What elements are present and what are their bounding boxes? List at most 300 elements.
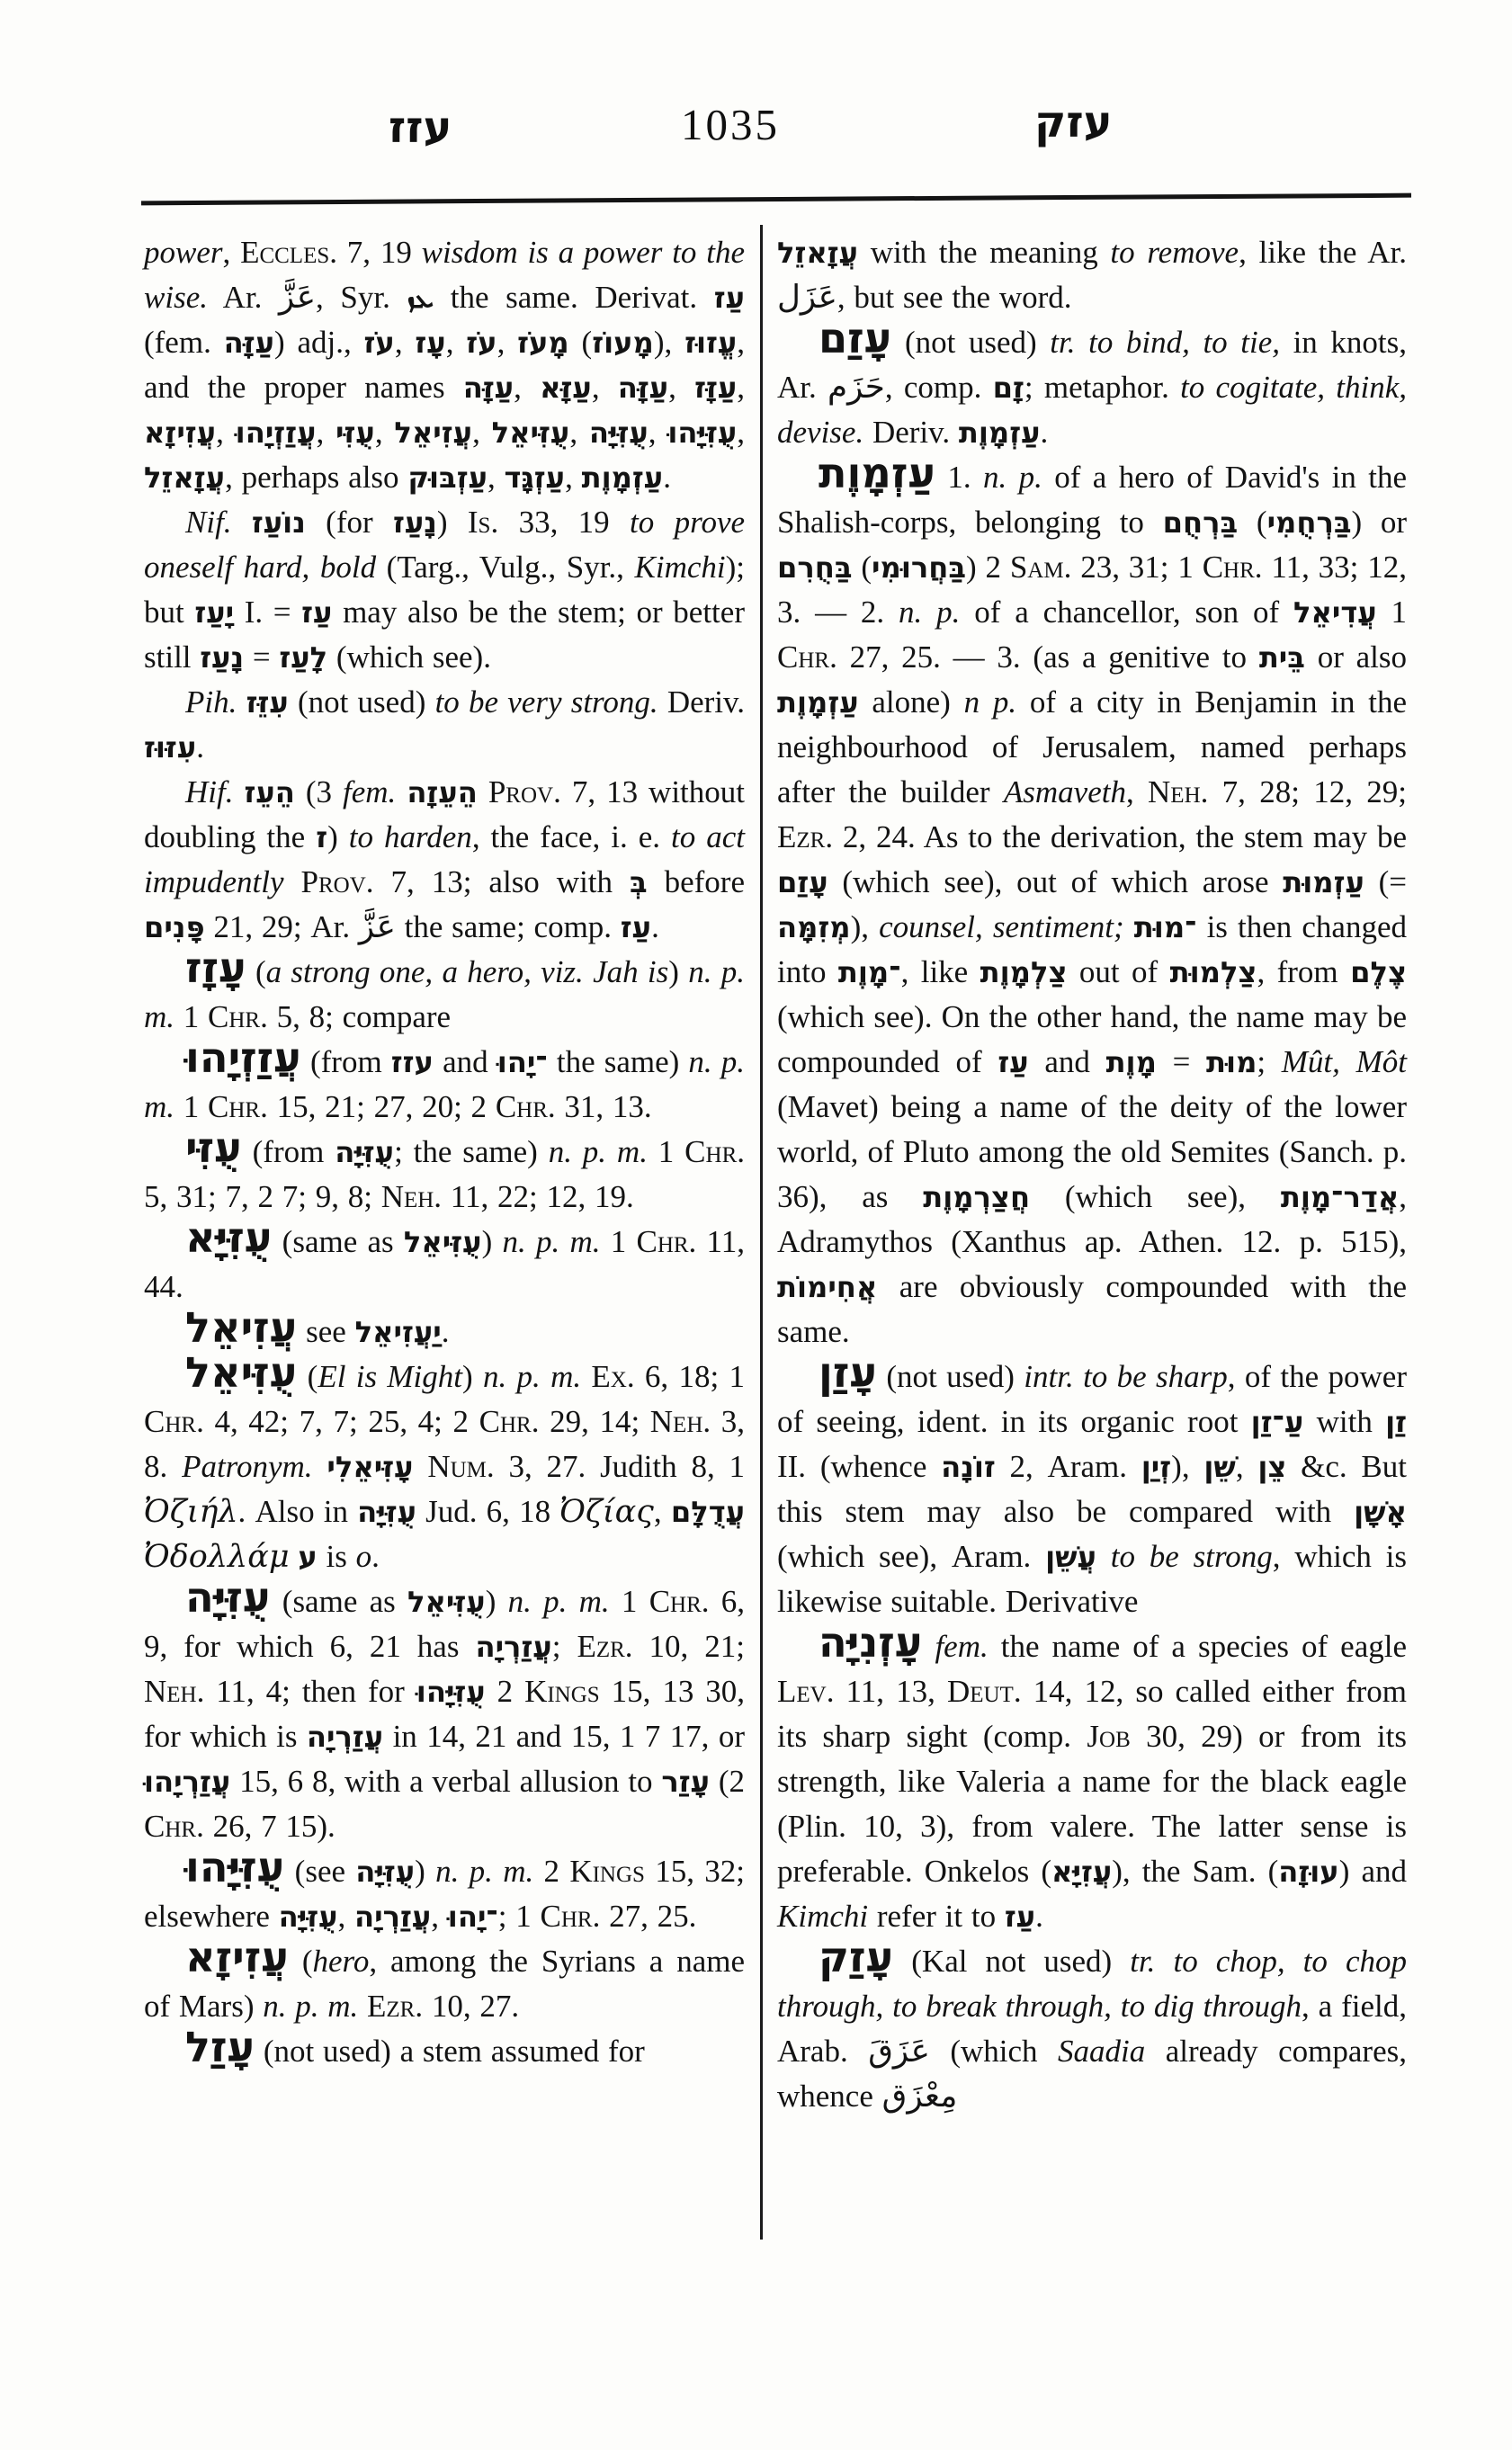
text-run: 2, 24. As to the derivation, the stem may be: [833, 819, 1407, 854]
text-run: , Adramythos (Xanthus ap. Athen. 12. p. 515),: [777, 1179, 1407, 1259]
hebrew-term: מָעוֹז: [592, 326, 654, 360]
smallcaps-reference: Chr.: [1202, 550, 1263, 585]
hebrew-term: עֲזִיאֵל: [394, 416, 473, 450]
text-run: (2: [710, 1764, 745, 1799]
entry-uzzijah: [144, 1573, 746, 1849]
arabic-term: عَزَل: [777, 279, 837, 316]
text-run: 1.: [935, 460, 984, 495]
text-run: (: [1238, 505, 1267, 540]
text-run: =: [244, 639, 280, 675]
italic-text-run: Saadia: [1058, 2034, 1146, 2069]
hebrew-term: ז: [316, 820, 328, 854]
entry-azal: [144, 2023, 745, 2074]
hebrew-term: זָם: [992, 371, 1024, 405]
hebrew-term: בֵּית: [1258, 640, 1305, 675]
smallcaps-reference: Eccles.: [240, 235, 337, 270]
text-run: (from: [241, 1134, 336, 1169]
text-run: 1: [647, 1134, 685, 1169]
text-run: (3: [294, 774, 344, 809]
hebrew-headword: עֻזִּי: [185, 1123, 242, 1172]
hebrew-term: עֻזִּי: [336, 416, 375, 450]
smallcaps-reference: Neh.: [649, 1404, 711, 1439]
text-run: ): [436, 505, 468, 540]
arabic-term: حَزَم: [827, 369, 885, 406]
hebrew-term: ע: [298, 1540, 318, 1574]
text-run: out of: [1067, 954, 1170, 989]
hebrew-term: עֹז: [363, 326, 395, 360]
hebrew-term: עַזְמָוֶת: [958, 416, 1041, 450]
text-run: refer it to: [868, 1899, 1005, 1934]
left-column: [144, 230, 745, 2074]
text-run: , of the power of seeing, ident. in its organic root: [777, 1359, 1407, 1439]
hebrew-term: נָעַז: [393, 505, 437, 540]
hebrew-term: בַּחֻרִם: [777, 550, 853, 585]
text-run: (which see), Aram.: [777, 1539, 1046, 1574]
text-run: 2, Aram.: [995, 1449, 1141, 1484]
text-run: see: [297, 1314, 355, 1349]
smallcaps-reference: Sam.: [1009, 550, 1072, 585]
smallcaps-reference: Is.: [467, 505, 499, 540]
hebrew-term: עֻזִּיָּה: [357, 1495, 416, 1529]
text-run: 7, 13 without doubling the: [144, 774, 746, 854]
text-run: the name of a species of eagle: [988, 1629, 1408, 1664]
italic-text-run: tr. to chop, to chop through, to break through, to dig through: [777, 1944, 1407, 2024]
greek-term: Ὀζίας: [559, 1494, 654, 1530]
smallcaps-reference: Chr.: [479, 1404, 540, 1439]
hebrew-headword: עָזַן: [819, 1348, 878, 1397]
italic-text-run: Patronym.: [182, 1449, 313, 1484]
hebrew-headword: עֻזִּיָּא: [185, 1213, 273, 1262]
entry-uzzijahu: [144, 1843, 745, 1939]
hebrew-term: עֻזִּיָּה: [588, 416, 649, 450]
text-run: Ar.: [207, 280, 280, 315]
italic-text-run: to remove: [1110, 235, 1239, 270]
text-run: ), the Sam. (: [1112, 1854, 1279, 1889]
text-run: ,: [497, 325, 518, 360]
text-run: .: [441, 1314, 450, 1349]
text-run: (same as: [270, 1584, 408, 1619]
text-run: 27, 25.: [600, 1899, 697, 1934]
text-run: 4, 42; 7, 7; 25, 4; 2: [203, 1404, 479, 1439]
right-column: [777, 230, 1407, 2119]
text-run: (for: [305, 505, 394, 540]
smallcaps-reference: Prov.: [300, 864, 374, 899]
smallcaps-reference: Chr.: [777, 639, 837, 675]
text-run: (not used): [891, 325, 1051, 360]
text-run: ),: [1171, 1449, 1204, 1484]
text-run: ;: [1257, 1044, 1282, 1079]
hebrew-term: עָזַם: [777, 865, 828, 899]
text-run: ,: [1235, 1449, 1258, 1484]
hebrew-term: ־מָוֶת: [837, 955, 901, 989]
hebrew-term: צֵן: [1257, 1450, 1287, 1484]
smallcaps-reference: Neh.: [1148, 774, 1209, 809]
smallcaps-reference: Ex.: [591, 1359, 635, 1394]
column-divider-rule: [760, 225, 763, 2240]
hebrew-term: בְּ: [630, 865, 648, 899]
text-run: ): [481, 1224, 503, 1259]
text-run: (fem.: [144, 325, 224, 360]
text-run: ): [327, 819, 349, 854]
smallcaps-reference: Kings: [524, 1674, 600, 1709]
text-run: ,: [374, 415, 395, 450]
italic-text-run: Hif.: [185, 774, 245, 809]
text-run: ,: [337, 1899, 355, 1934]
smallcaps-reference: Deut.: [946, 1674, 1022, 1709]
text-run: , perhaps also: [225, 460, 408, 495]
hebrew-term: אָשָׁן: [1354, 1495, 1407, 1529]
text-run: (which see),: [1030, 1179, 1281, 1214]
text-run: ; the same): [394, 1134, 549, 1169]
text-run: ,: [1125, 774, 1149, 809]
italic-text-run: to harden: [348, 819, 472, 854]
text-run: 27, 25. — 3. (as a genitive to: [837, 639, 1259, 675]
smallcaps-reference: Chr.: [684, 1134, 745, 1169]
hebrew-term: מוּת: [1206, 1045, 1257, 1079]
hebrew-headword: עֲזִיזָא: [185, 1933, 289, 1981]
text-run: , comp.: [884, 370, 993, 405]
hebrew-term: זַן: [1385, 1405, 1407, 1439]
text-run: ): [415, 1854, 436, 1889]
text-run: ): [485, 1584, 508, 1619]
italic-text-run: n. p. m.: [144, 954, 746, 1034]
entry-uzzija: [144, 1213, 746, 1310]
hebrew-term: בַּחֲרוּמִי: [872, 550, 966, 585]
entry-azmaveth: [777, 449, 1408, 1355]
hebrew-term: עֲזַרְיָה: [306, 1720, 384, 1754]
entry-azazjahu: [144, 1033, 745, 1130]
paragraph-hiphil: [144, 770, 745, 950]
italic-text-run: Mût, Môt: [1281, 1044, 1407, 1079]
text-run: II. (whence: [777, 1449, 942, 1484]
text-run: [1124, 909, 1134, 944]
text-run: &c. But this stem may also be compared with: [777, 1449, 1407, 1529]
text-run: 23, 31; 1: [1071, 550, 1203, 585]
hebrew-term: עֲזַרְיָה: [475, 1630, 552, 1664]
text-run: 30, 29) or from its strength, like Valeria a name for the black eagle (Plin. 10, 3), from valere. The latter sense is preferable. Onkelos (: [777, 1719, 1407, 1889]
text-run: 29, 14;: [539, 1404, 650, 1439]
text-run: or also: [1304, 639, 1407, 675]
hebrew-headword: עָזַק: [819, 1933, 894, 1981]
text-run: ; metaphor.: [1024, 370, 1181, 405]
text-run: 5, 31; 7, 2 7; 9, 8;: [144, 1179, 381, 1214]
smallcaps-reference: Chr.: [144, 1809, 204, 1844]
hebrew-headword: עָזְנִיָּה: [819, 1618, 923, 1667]
hebrew-term: בַּרְחֻמִי: [1266, 505, 1352, 540]
text-run: (: [246, 954, 266, 989]
hebrew-term: עֲזַזְיָהוּ: [235, 416, 317, 450]
text-run: and: [434, 1044, 497, 1079]
text-run: ,: [487, 460, 505, 495]
text-run: (: [288, 1944, 313, 1979]
text-run: [284, 864, 301, 899]
entry-azal-continuation: [777, 230, 1407, 320]
text-run: , Syr.: [316, 280, 407, 315]
text-run: [1096, 1539, 1111, 1574]
text-run: (Kal not used): [893, 1944, 1131, 1979]
text-run: [396, 774, 407, 809]
hebrew-headword: עֲזִיאֵל: [185, 1303, 298, 1352]
hebrew-term: עַז: [301, 595, 333, 630]
text-run: and: [1028, 1044, 1106, 1079]
text-run: of a chancellor, son of: [960, 595, 1293, 630]
text-run: (which: [929, 2034, 1058, 2069]
text-run: , and the proper names: [144, 325, 746, 405]
text-run: ,: [653, 1494, 671, 1529]
hebrew-term: עַזְגָּד: [504, 460, 566, 495]
hebrew-term: נָעַז: [200, 640, 245, 675]
text-run: [290, 1539, 299, 1574]
text-run: (Targ., Vulg., Syr.,: [376, 550, 635, 585]
text-run: ),: [850, 909, 880, 944]
text-run: with the meaning: [858, 235, 1111, 270]
text-run: in knots, Ar.: [777, 325, 1407, 405]
text-run: may also be the stem; or better still: [144, 595, 745, 675]
smallcaps-reference: Lev.: [777, 1674, 835, 1709]
hebrew-term: עִזֵּז: [246, 685, 289, 720]
hebrew-term: עֲזַרְיָה: [354, 1900, 432, 1934]
entry-azaz-continuation: [144, 230, 745, 500]
hebrew-term: צַלְמוּת: [1169, 955, 1257, 989]
text-run: .: [1035, 1899, 1043, 1934]
text-run: ) adj.,: [274, 325, 364, 360]
hebrew-term: נוֹעַז: [251, 505, 306, 540]
hebrew-term: זוֹנָה: [941, 1450, 996, 1484]
text-run: (: [568, 325, 593, 360]
hebrew-term: עָז: [415, 326, 446, 360]
hebrew-term: עֲזַרְיָהוּ: [144, 1765, 231, 1799]
text-run: 1: [609, 1584, 649, 1619]
smallcaps-reference: Job: [1087, 1719, 1131, 1754]
text-run: ); but: [144, 550, 745, 630]
text-run: of a city in Benjamin in the neighbourhood of Jerusalem, named perhaps after the builder: [777, 684, 1408, 809]
text-run: ,: [569, 415, 589, 450]
text-run: (which see). On the other hand, the name may be compounded of: [777, 999, 1407, 1079]
running-head-left-hebrew: עזז: [389, 103, 452, 153]
text-run: 7, 19: [337, 235, 422, 270]
italic-text-run: n. p. m.: [502, 1224, 601, 1259]
italic-text-run: n. p.: [899, 595, 961, 630]
italic-text-run: n p.: [963, 684, 1017, 720]
text-run: 15, 6 8, with a verbal allusion to: [230, 1764, 662, 1799]
hebrew-term: הֵעֵז: [244, 775, 295, 809]
hebrew-term: עַזָּה: [223, 326, 275, 360]
text-run: already compares, whence: [777, 2034, 1407, 2114]
hebrew-term: עַזָּז: [694, 371, 738, 405]
hebrew-headword: עֻזִּיָּהוּ: [185, 1843, 285, 1891]
italic-text-run: tr. to bind, to tie,: [1050, 325, 1280, 360]
italic-text-run: El is Might: [318, 1359, 462, 1394]
text-run: , a field, Arab.: [777, 1989, 1407, 2069]
hebrew-term: שֵׁן: [1203, 1450, 1236, 1484]
hebrew-term: זְיַן: [1141, 1450, 1172, 1484]
entry-uzziel: [144, 1348, 746, 1579]
text-run: ,: [431, 1899, 448, 1934]
text-run: 11, 44.: [144, 1224, 746, 1304]
italic-text-run: power: [144, 235, 223, 270]
hebrew-term: עַזְמָוֶת: [581, 460, 664, 495]
hebrew-term: עזז: [390, 1045, 434, 1079]
text-run: (: [297, 1359, 318, 1394]
text-run: 2: [485, 1674, 525, 1709]
text-run: 3, 8.: [144, 1404, 745, 1484]
smallcaps-reference: Chr.: [208, 999, 268, 1034]
hebrew-term: עַזְמָוֶת: [777, 685, 859, 720]
text-run: ,: [565, 460, 582, 495]
hebrew-term: מְזִמָּה: [777, 910, 851, 944]
text-run: ,: [648, 415, 668, 450]
header-rule: [141, 193, 1411, 206]
text-run: (same as: [272, 1224, 404, 1259]
arabic-term: عَزَّ: [279, 279, 317, 316]
smallcaps-reference: Chr.: [636, 1224, 697, 1259]
text-run: ,: [668, 370, 695, 405]
hebrew-term: פָּנִים: [144, 910, 205, 944]
hebrew-term: עֱזוּז: [684, 326, 738, 360]
text-run: 31, 13.: [555, 1089, 652, 1124]
text-run: (: [852, 550, 872, 585]
hebrew-term: עֻזִּיאֵל: [491, 416, 570, 450]
text-run: ) and: [1338, 1854, 1407, 1889]
hebrew-term: עוּזָה: [1278, 1855, 1339, 1889]
text-run: ),: [653, 325, 685, 360]
italic-text-run: counsel, sentiment;: [879, 909, 1124, 944]
smallcaps-reference: Kings: [569, 1854, 645, 1889]
hebrew-term: עֲדֻלָּם: [670, 1495, 746, 1529]
text-run: , among the Syrians a name of Mars): [144, 1944, 745, 2024]
text-run: in 14, 21 and 15, 1 7 17, or: [383, 1719, 745, 1754]
hebrew-headword: עֻזִּיָּה: [185, 1573, 271, 1622]
text-run: 10, 21;: [632, 1629, 745, 1664]
hebrew-term: עֻזִּיָּה: [278, 1900, 338, 1934]
text-run: ,: [445, 325, 467, 360]
text-run: 11, 33; 12, 3. — 2.: [777, 550, 1407, 630]
text-run: [922, 1629, 935, 1664]
entry-azaz-name: [144, 943, 746, 1040]
hebrew-term: עֲדִיאֵל: [1293, 595, 1377, 630]
hebrew-term: עַז: [998, 1045, 1029, 1079]
smallcaps-reference: Chr.: [540, 1899, 601, 1934]
hebrew-term: יַעֲזִיאֵל: [354, 1315, 442, 1349]
text-run: 1: [174, 1089, 209, 1124]
italic-text-run: n. p. m.: [507, 1584, 610, 1619]
hebrew-term: עִזּוּז: [144, 730, 197, 765]
text-run: 15, 32; elsewhere: [144, 1854, 745, 1934]
text-run: 1: [1376, 595, 1408, 630]
hebrew-term: יָעַז: [194, 595, 235, 630]
hebrew-term: עַז: [620, 910, 652, 944]
text-run: 11, 22; 12, 19.: [442, 1179, 634, 1214]
text-run: (see: [284, 1854, 356, 1889]
italic-text-run: hero: [312, 1944, 370, 1979]
entry-azam: [777, 314, 1407, 455]
text-run: =: [1156, 1044, 1207, 1079]
text-run: ,: [591, 370, 618, 405]
smallcaps-reference: Num.: [427, 1449, 495, 1484]
italic-text-run: Nif.: [185, 505, 252, 540]
hebrew-term: צֶלֶם: [1350, 955, 1407, 989]
hebrew-term: עֲזָאזֵל: [144, 460, 226, 495]
text-run: (not used): [288, 684, 435, 720]
text-run: , from: [1257, 954, 1351, 989]
text-run: . Also in: [237, 1494, 358, 1529]
hebrew-term: עֻזִּיָּהוּ: [667, 416, 738, 450]
smallcaps-reference: Chr.: [495, 1089, 556, 1124]
text-run: ,: [472, 415, 492, 450]
smallcaps-reference: Chr.: [208, 1089, 268, 1124]
hebrew-term: עַז: [713, 281, 745, 315]
text-run: .: [196, 729, 204, 765]
hebrew-term: ־יָהוּ: [447, 1900, 498, 1934]
italic-text-run: fem.: [343, 774, 397, 809]
smallcaps-reference: Chr.: [649, 1584, 710, 1619]
hebrew-term: אֲחִימוֹת: [777, 1270, 878, 1304]
text-run: ;: [551, 1629, 577, 1664]
text-run: ): [462, 1359, 483, 1394]
italic-text-run: Asmaveth: [1003, 774, 1126, 809]
text-run: 11, 13,: [834, 1674, 947, 1709]
text-run: , the face, i. e.: [471, 819, 672, 854]
text-run: ) or: [1351, 505, 1407, 540]
text-run: ; 1: [497, 1899, 541, 1934]
entry-ozniyyah: [777, 1618, 1408, 1939]
text-run: ,: [316, 415, 336, 450]
text-run: 7, 13; also with: [373, 864, 630, 899]
entry-aziza: [144, 1933, 745, 2029]
text-run: 1: [600, 1224, 637, 1259]
arabic-term: مِعْزَق: [881, 2078, 958, 2115]
text-run: .: [1040, 415, 1049, 450]
hebrew-term: בַּרְחֻם: [1162, 505, 1239, 540]
text-run: 15, 13 30, for which is: [144, 1674, 746, 1754]
text-run: ,: [216, 415, 236, 450]
smallcaps-reference: Ezr.: [367, 1989, 424, 2024]
text-run: ,: [737, 370, 746, 405]
hebrew-term: עֹז: [466, 326, 497, 360]
hebrew-term: עַזָּה: [462, 371, 514, 405]
text-run: [414, 1449, 428, 1484]
hebrew-term: עֻזִּיָּהוּ: [416, 1675, 486, 1709]
text-run: 15, 21; 27, 20; 2: [267, 1089, 496, 1124]
smallcaps-reference: Ezr.: [777, 819, 834, 854]
text-run: , which is likewise suitable. Derivative: [777, 1539, 1407, 1619]
text-run: 11, 4; then for: [204, 1674, 416, 1709]
greek-term: Ὀδολλάμ: [144, 1539, 290, 1575]
arabic-term: عَزَّ: [358, 908, 396, 945]
text-run: , like: [900, 954, 980, 989]
italic-text-run: Kimchi: [777, 1899, 869, 1934]
hebrew-headword: עַזְמָוֶת: [819, 449, 936, 497]
text-run: , but see the word.: [837, 280, 1072, 315]
hebrew-headword: עָזָז: [185, 943, 246, 992]
running-head-right-hebrew: עזק: [1034, 97, 1113, 148]
text-run: Deriv.: [658, 684, 746, 720]
smallcaps-reference: Neh.: [144, 1674, 205, 1709]
page-number: 1035: [681, 100, 780, 149]
italic-text-run: Kimchi: [634, 550, 726, 585]
hebrew-term: עֻזִּיאֵל: [403, 1225, 482, 1259]
hebrew-term: עַזְבּוּק: [407, 460, 488, 495]
text-run: 6, 18; 1: [634, 1359, 746, 1394]
hebrew-term: עָזִּיאֵלִי: [327, 1450, 414, 1484]
greek-term: Ὀζιήλ: [144, 1494, 238, 1530]
text-run: I. =: [234, 595, 302, 630]
italic-text-run: fem.: [935, 1629, 989, 1664]
hebrew-term: לָעַז: [279, 640, 328, 675]
text-run: (Mavet) being a name of the deity of the lower world, of Pluto among the old Semites (Sanch. p. 36), as: [777, 1089, 1407, 1214]
smallcaps-reference: Neh.: [380, 1179, 443, 1214]
text-run: [313, 1449, 327, 1484]
